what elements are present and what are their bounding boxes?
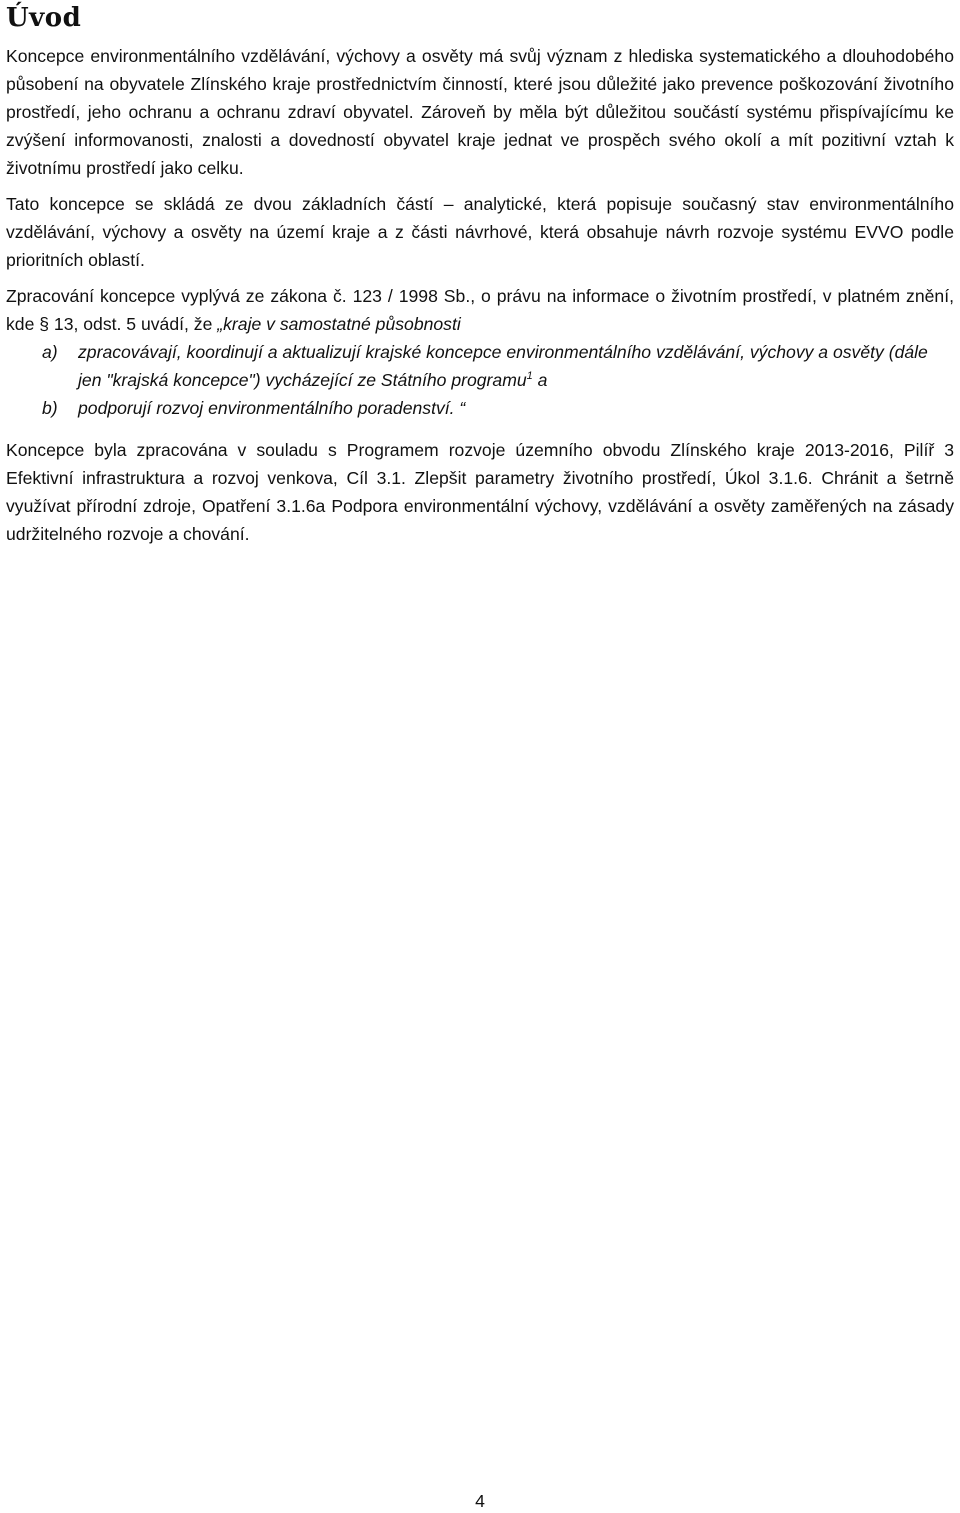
list-marker: a) (42, 342, 58, 362)
page-number: 4 (475, 1491, 485, 1511)
list-item-text (78, 338, 954, 394)
intro-paragraph (6, 42, 954, 182)
list-marker: b) (42, 398, 58, 418)
law-quote: „kraje v samostatné působnosti (217, 314, 461, 334)
footnote-reference[interactable]: 1 (526, 370, 533, 383)
law-paragraph (6, 282, 954, 338)
law-text: Zpracování koncepce vyplývá ze zákona č. 123 / 1998 Sb., o právu na informace o životním prostředí, v platném znění, kde § 13, odst. 5 uvádí, že (6, 286, 954, 334)
page-title: Úvod (6, 3, 82, 33)
list-item (6, 338, 954, 394)
list-item-body: zpracovávají, koordinují a aktualizují krajské koncepce environmentálního vzdělávání, výchovy a osvěty (dále jen "krajská koncepce") vycházející ze Státního programu (78, 342, 928, 390)
intro-text-part-1: Koncepce environmentálního vzdělávání, výchovy a osvěty má svůj význam z hlediska systematického a dlouhodobého působení na obyvatele Zlínského kraje prostřednictvím činností, které jsou důležité jako prevence poškozování životního prostředí, jeho ochranu a ochranu zdraví obyvatel. (6, 46, 954, 122)
list-item-text: podporují rozvoj environmentálního poradenství. “ (78, 398, 466, 418)
document-body (6, 42, 954, 556)
list-item (6, 394, 954, 422)
program-paragraph: Koncepce byla zpracována v souladu s Programem rozvoje územního obvodu Zlínského kraje 2013-2016, Pilíř 3 Efektivní infrastruktura a rozvoj venkova, Cíl 3.1. Zlepšit parametry životního prostředí, Úkol 3.1.6. Chránit a šetrně využívat přírodní zdroje, Opatření 3.1.6a Podpora environmentální výchovy, vzdělávání a osvěty zaměřených na zásady udržitelného rozvoje a chování. (6, 440, 954, 544)
structure-paragraph: Tato koncepce se skládá ze dvou základních částí – analytické, která popisuje současný stav environmentálního vzdělávání, výchovy a osvěty na území kraje a z části návrhové, která obsahuje návrh rozvoje systému EVVO podle prioritních oblastí. (6, 194, 954, 270)
list-item-tail: a (532, 370, 548, 390)
intro-text-part-2: Zároveň by měla být důležitou součástí systému přispívajícímu ke zvýšení informovanosti, znalosti a dovedností obyvatel kraje jednat ve prospěch svého okolí a mít pozitivní vztah k životnímu prostředí jako celku. (6, 102, 955, 178)
law-list (6, 338, 954, 422)
